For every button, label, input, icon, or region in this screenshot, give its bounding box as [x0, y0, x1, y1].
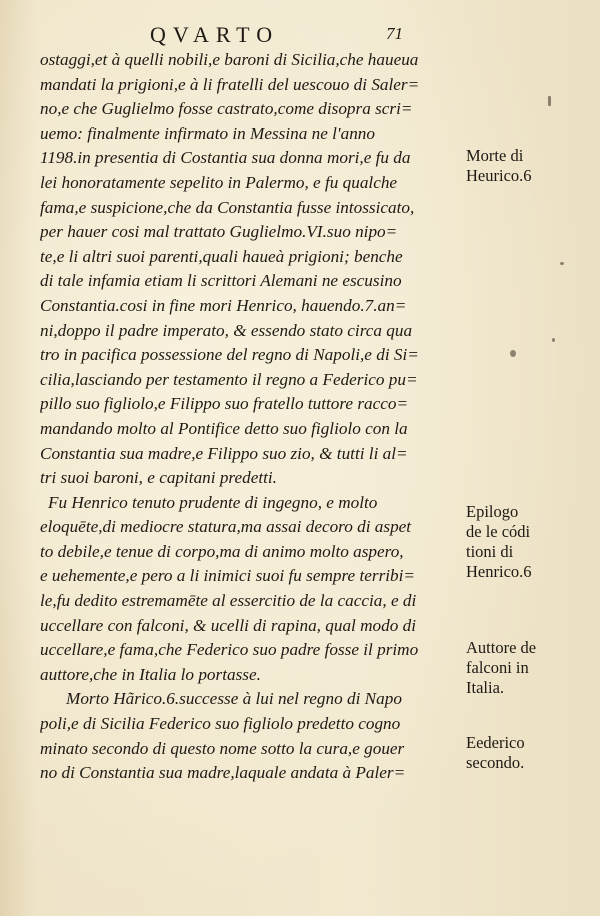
text-line: ostaggi,et à quelli nobili,e baroni di Sicilia,che haueua [40, 50, 419, 69]
text-line: per hauer cosi mal trattato Guglielmo.VI.suo nipo= [40, 222, 398, 242]
text-line: fama,e suspicione,che da Constantia fusse intossicato, [40, 197, 415, 217]
text-line: tro in pacifica possessione del regno di Napoli,e di Si= [40, 345, 419, 365]
margin-note-frederick [466, 733, 596, 773]
text-line: minato secondo di questo nome sotto la cura,e gouer [40, 738, 405, 758]
text-line: te,e li altri suoi parenti,quali haueà prigioni; benche [40, 246, 403, 266]
text-line: pillo suo figliolo,e Filippo suo fratello tuttore racco= [40, 394, 409, 414]
text-line: poli,e di Sicilia Federico suo figliolo predetto cogno [40, 714, 401, 734]
text-line: uccellare,e fama,che Federico suo padre fosse il primo [40, 640, 419, 660]
ink-speck [510, 350, 516, 357]
margin-note-epilogue [466, 502, 596, 582]
margin-note-line: falconi in [466, 658, 529, 677]
margin-note-line: de le códi [466, 522, 531, 541]
text-line: le,fu dedito estremamēte al essercitio de la caccia, e di [40, 591, 417, 611]
text-line: Constantia.cosi in fine mori Henrico, hauendo.7.an= [40, 295, 407, 315]
margin-note-line: Morte di [466, 146, 524, 165]
margin-note-line: secondo. [466, 753, 525, 772]
margin-note-line: Henrico.6 [466, 562, 532, 581]
text-line: 1198.in presentia di Costantia sua donna mori,e fu da [40, 148, 411, 168]
main-text-block [40, 48, 468, 786]
text-line: no di Constantia sua madre,laquale andata à Paler= [40, 763, 406, 783]
margin-note-line: Epilogo [466, 502, 519, 521]
text-line: eloquēte,di mediocre statura,ma assai decoro di aspet [40, 517, 412, 537]
running-title: QVARTO [150, 22, 280, 47]
text-line: auttore,che in Italia lo portasse. [40, 664, 261, 684]
ink-speck [560, 262, 564, 265]
text-line: Fu Henrico tenuto prudente di ingegno, e molto [48, 492, 378, 512]
margin-note-line: Italia. [466, 678, 505, 697]
text-line: mandando molto al Pontifice detto suo figliolo con la [40, 418, 408, 438]
margin-note-line: Heurico.6 [466, 166, 532, 185]
margin-note-line: tioni di [466, 542, 514, 561]
text-line: lei honoratamente sepelito in Palermo, e fu qualche [40, 172, 398, 192]
margin-note-line: Auttore de [466, 638, 537, 657]
text-line: e uehemente,e pero a li inimici suoi fu sempre terribi= [40, 566, 416, 586]
text-line: no,e che Guglielmo fosse castrato,come disopra scri= [40, 99, 413, 119]
text-line: uemo: finalmente infirmato in Messina ne l'anno [40, 123, 375, 143]
text-line: cilia,lasciando per testamento il regno a Federico pu= [40, 369, 418, 389]
margin-note-line: Eederico [466, 733, 525, 752]
text-line: Constantia sua madre,e Filippo suo zio, & tutti li al= [40, 443, 408, 463]
text-line: tri suoi baroni, e capitani predetti. [40, 468, 277, 488]
margin-note-falconry [466, 638, 596, 698]
text-line: ni,doppo il padre imperato, & essendo stato circa qua [40, 320, 413, 340]
ink-speck [552, 338, 555, 342]
margin-note-death-of-henry [466, 146, 596, 186]
text-line: to debile,e tenue di corpo,ma di animo molto aspero, [40, 541, 404, 561]
text-line: mandati la prigioni,e à li fratelli del uescouo di Saler= [40, 74, 420, 94]
text-line: uccellare con falconi, & ucelli di rapina, qual modo di [40, 615, 416, 635]
page-number: 71 [386, 24, 403, 43]
ink-speck [548, 96, 551, 106]
text-line: di tale infamia etiam li scrittori Alemani ne escusino [40, 271, 402, 291]
text-line: Morto Hãrico.6.successe à lui nel regno di Napo [66, 689, 402, 709]
